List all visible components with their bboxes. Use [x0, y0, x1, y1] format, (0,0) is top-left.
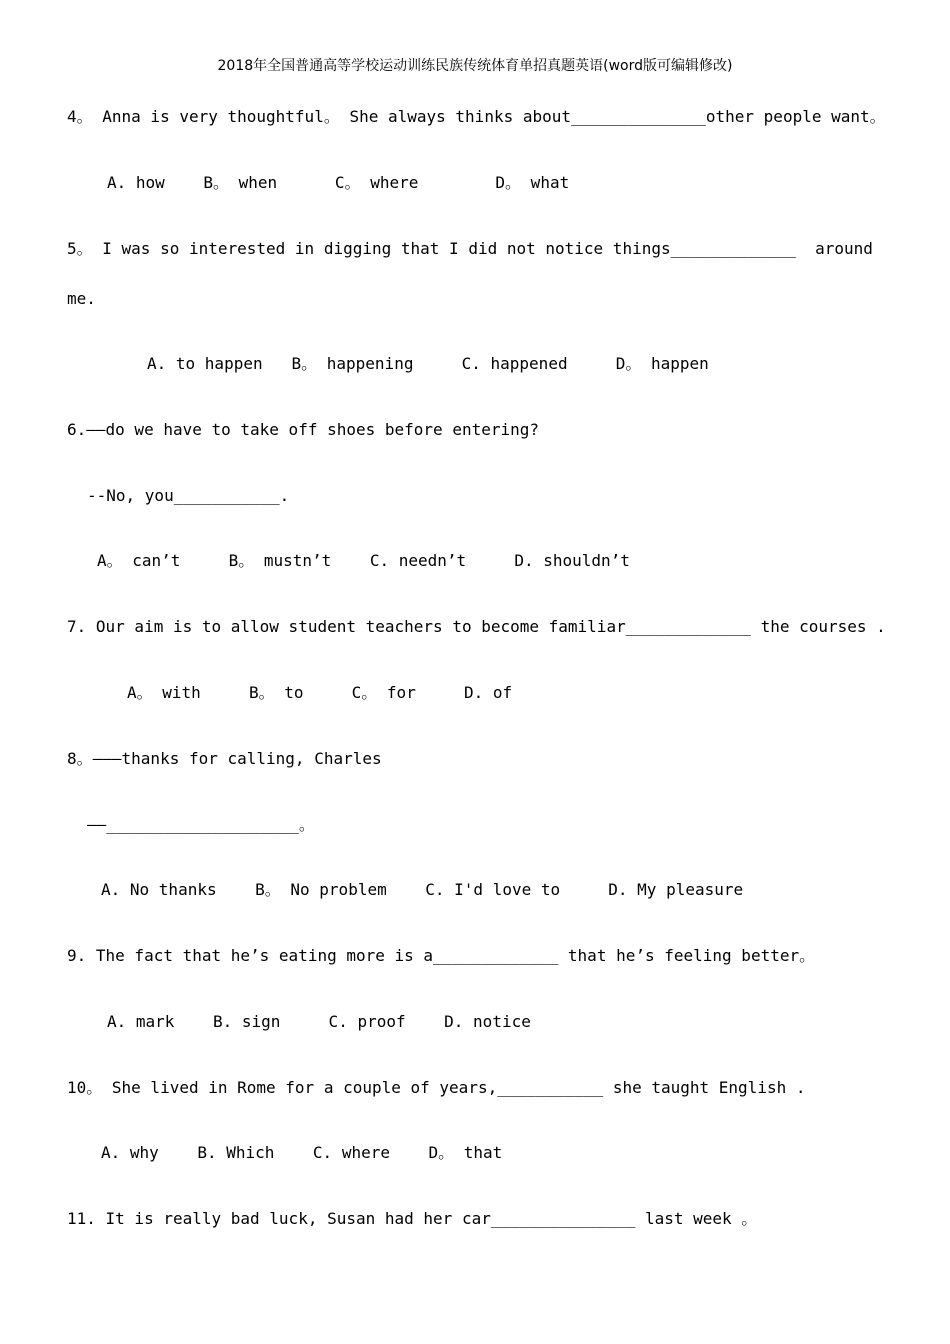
reply-text: ——	[87, 815, 107, 834]
question-5-stem	[67, 239, 873, 259]
answer-blank: ______________	[571, 107, 706, 126]
answer-blank: ___________	[497, 1078, 604, 1097]
question-8-options: A. No thanks B。 No problem C. I'd love to D. My pleasure	[101, 880, 744, 899]
question-5-stem-continued: me.	[67, 289, 96, 308]
question-stem-text: around	[795, 239, 873, 258]
question-6-stem: 6.——do we have to take off shoes before entering?	[67, 420, 540, 439]
answer-blank: _____________	[433, 946, 559, 965]
question-10-options: A. why B. Which C. where D。 that	[101, 1143, 503, 1162]
question-5-options: A. to happen B。 happening C. happened D。 happen	[147, 354, 709, 373]
question-stem-text: 5。 I was so interested in digging that I did not notice things	[67, 239, 671, 258]
answer-blank: _____________	[670, 239, 796, 258]
question-9-stem	[67, 946, 815, 966]
question-stem-text: 7. Our aim is to allow student teachers to become familiar	[67, 617, 626, 636]
question-stem-text: 9. The fact that he’s eating more is a	[67, 946, 434, 965]
answer-blank: _______________	[490, 1209, 636, 1228]
question-stem-text: other people want。	[705, 107, 886, 126]
question-4-stem	[67, 107, 886, 127]
reply-text: 。	[298, 815, 315, 834]
question-stem-text: the courses .	[750, 617, 886, 636]
question-stem-text: last week 。	[635, 1209, 758, 1228]
question-4-options: A. how B。 when C。 where D。 what	[107, 173, 570, 192]
question-stem-text: she taught English .	[603, 1078, 806, 1097]
question-9-options: A. mark B. sign C. proof D. notice	[107, 1012, 531, 1031]
question-7-stem	[67, 617, 886, 637]
question-stem-text: 4。 Anna is very thoughtful。 She always thinks about	[67, 107, 572, 126]
question-10-stem	[67, 1078, 805, 1098]
question-6-reply	[87, 486, 289, 506]
reply-text: --No, you	[87, 486, 174, 505]
question-stem-text: that he’s feeling better。	[558, 946, 816, 965]
question-8-stem: 8。———thanks for calling, Charles	[67, 749, 382, 768]
question-stem-text: 11. It is really bad luck, Susan had her car	[67, 1209, 491, 1228]
reply-text: .	[279, 486, 290, 505]
answer-blank: ___________	[173, 486, 280, 505]
question-7-options: A。 with B。 to C。 for D. of	[127, 683, 513, 702]
question-6-options: A。 can’t B。 mustn’t C. needn’t D. shouldn’t	[97, 551, 630, 570]
question-8-reply	[87, 815, 315, 835]
answer-blank: _____________	[625, 617, 751, 636]
question-11-stem	[67, 1209, 757, 1229]
answer-blank: ____________________	[106, 815, 299, 834]
question-stem-text: 10。 She lived in Rome for a couple of years,	[67, 1078, 498, 1097]
page-header: 2018年全国普通高等学校运动训练民族传统体育单招真题英语(word版可编辑修改)	[217, 58, 733, 74]
